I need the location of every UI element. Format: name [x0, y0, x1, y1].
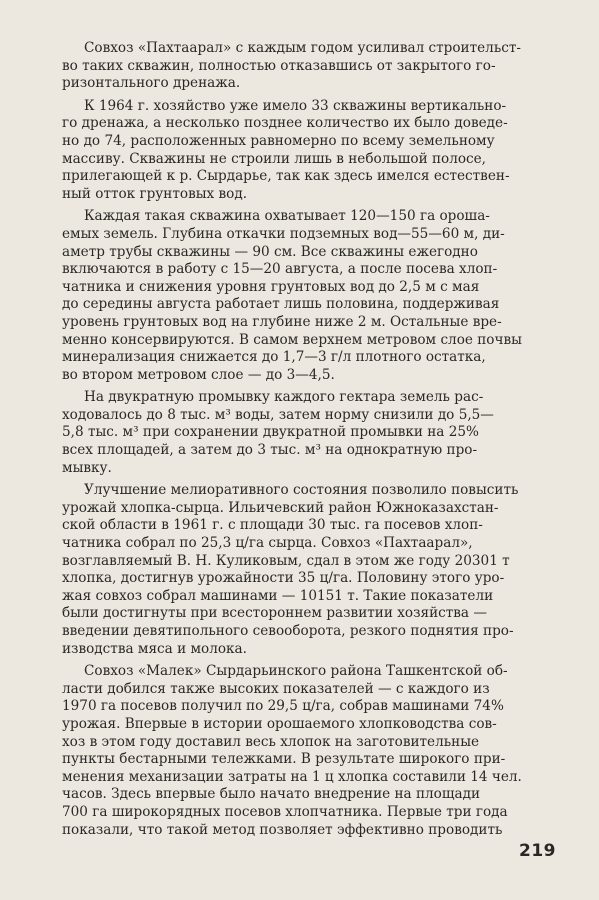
text-line: Совхоз «Малек» Сырдарьинского района Ташкентской об- [84, 663, 508, 680]
text-line: аметр трубы скважины — 90 см. Все скважины ежегодно [62, 243, 478, 260]
text-line: ходовалось до 8 тыс. м³ воды, затем норму снизили до 5,5— [62, 406, 494, 423]
text-line: включаются в работу с 15—20 августа, а после посева хлоп- [62, 261, 498, 278]
text-line: Каждая такая скважина охватывает 120—150 га ороша- [84, 208, 490, 225]
text-line: были достигнуты при всестороннем развитии хозяйства — [62, 605, 487, 622]
text-line: го дренажа, а несколько позднее количество их было доведе- [62, 115, 508, 132]
text-line: чатника собрал по 25,3 ц/га сырца. Совхоз «Пахтаарал», [62, 535, 473, 552]
text-line: ласти добился также высоких показателей — с каждого из [62, 680, 490, 697]
text-line: хоз в этом году доставил весь хлопок на заготовительные [62, 733, 480, 750]
text-line: 700 га широкорядных посевов хлопчатника. Первые три года [62, 803, 508, 820]
text-line: всех площадей, а затем до 3 тыс. м³ на однократную про- [62, 442, 478, 459]
paragraph [62, 389, 556, 477]
text-line: 1970 га посевов получил по 29,5 ц/га, собрав машинами 74% [62, 698, 504, 715]
body-text [62, 40, 556, 844]
text-line: показали, что такой метод позволяет эффективно проводить [62, 821, 503, 838]
paragraph [62, 208, 556, 384]
text-line: минерализация снижается до 1,7—3 г/л плотного остатка, [62, 349, 486, 366]
text-line: емых земель. Глубина откачки подземных вод—55—60 м, ди- [62, 225, 505, 242]
text-line: возглавляемый В. Н. Куликовым, сдал в этом же году 20301 т [62, 552, 510, 569]
text-line: менно консервируются. В самом верхнем метровом слое почвы [62, 331, 522, 348]
text-line: пункты бестарными тележками. В результате широкого при- [62, 751, 506, 768]
text-line: во таких скважин, полностью отказавшись от закрытого го- [62, 57, 496, 74]
text-line: Улучшение мелиоративного состояния позволило повысить [84, 482, 519, 499]
text-line: изводства мяса и молока. [62, 640, 247, 657]
text-line: 5,8 тыс. м³ при сохранении двукратной промывки на 25% [62, 424, 479, 441]
text-line: урожая. Впервые в истории орошаемого хлопководства сов- [62, 715, 497, 732]
text-line: прилегающей к р. Сырдарье, так как здесь имелся естествен- [62, 168, 510, 185]
paragraph [62, 663, 556, 839]
text-line: менения механизации затраты на 1 ц хлопка составили 14 чел. [62, 768, 522, 785]
text-line: до середины августа работает лишь половина, поддерживая [62, 296, 500, 313]
paragraph [62, 482, 556, 658]
text-line: ный отток грунтовых вод. [62, 185, 248, 202]
text-line: чатника и снижения уровня грунтовых вод до 2,5 м с мая [62, 278, 480, 295]
text-line: мывку. [62, 459, 112, 476]
text-line: введении девятипольного севооборота, резкого поднятия про- [62, 623, 514, 639]
paragraph [62, 40, 556, 93]
text-line: ризонтального дренажа. [62, 75, 241, 92]
text-line: урожай хлопка-сырца. Ильичевский район Южноказахстан- [62, 499, 499, 516]
text-line: во втором метровом слое — до 3—4,5. [62, 366, 335, 383]
text-line: На двукратную промывку каждого гектара земель рас- [84, 389, 484, 406]
text-line: часов. Здесь впервые было начато внедрение на площади [62, 786, 481, 803]
text-line: массиву. Скважины не строили лишь в небольшой полосе, [62, 150, 486, 167]
text-line: ской области в 1961 г. с площади 30 тыс. га посевов хлоп- [62, 517, 483, 534]
page-number: 219 [519, 841, 556, 861]
text-line: уровень грунтовых вод на глубине ниже 2 м. Остальные вре- [62, 313, 502, 330]
text-line: К 1964 г. хозяйство уже имело 33 скважины вертикально- [84, 97, 507, 114]
text-line: но до 74, расположенных равномерно по всему земельному [62, 132, 495, 149]
text-line: жая совхоз собрал машинами — 10151 т. Такие показатели [62, 587, 494, 604]
text-line: хлопка, достигнув урожайности 35 ц/га. Половину этого уро- [62, 570, 505, 587]
text-line: Совхоз «Пахтаарал» с каждым годом усиливал строительст- [84, 40, 521, 56]
paragraph [62, 98, 556, 204]
